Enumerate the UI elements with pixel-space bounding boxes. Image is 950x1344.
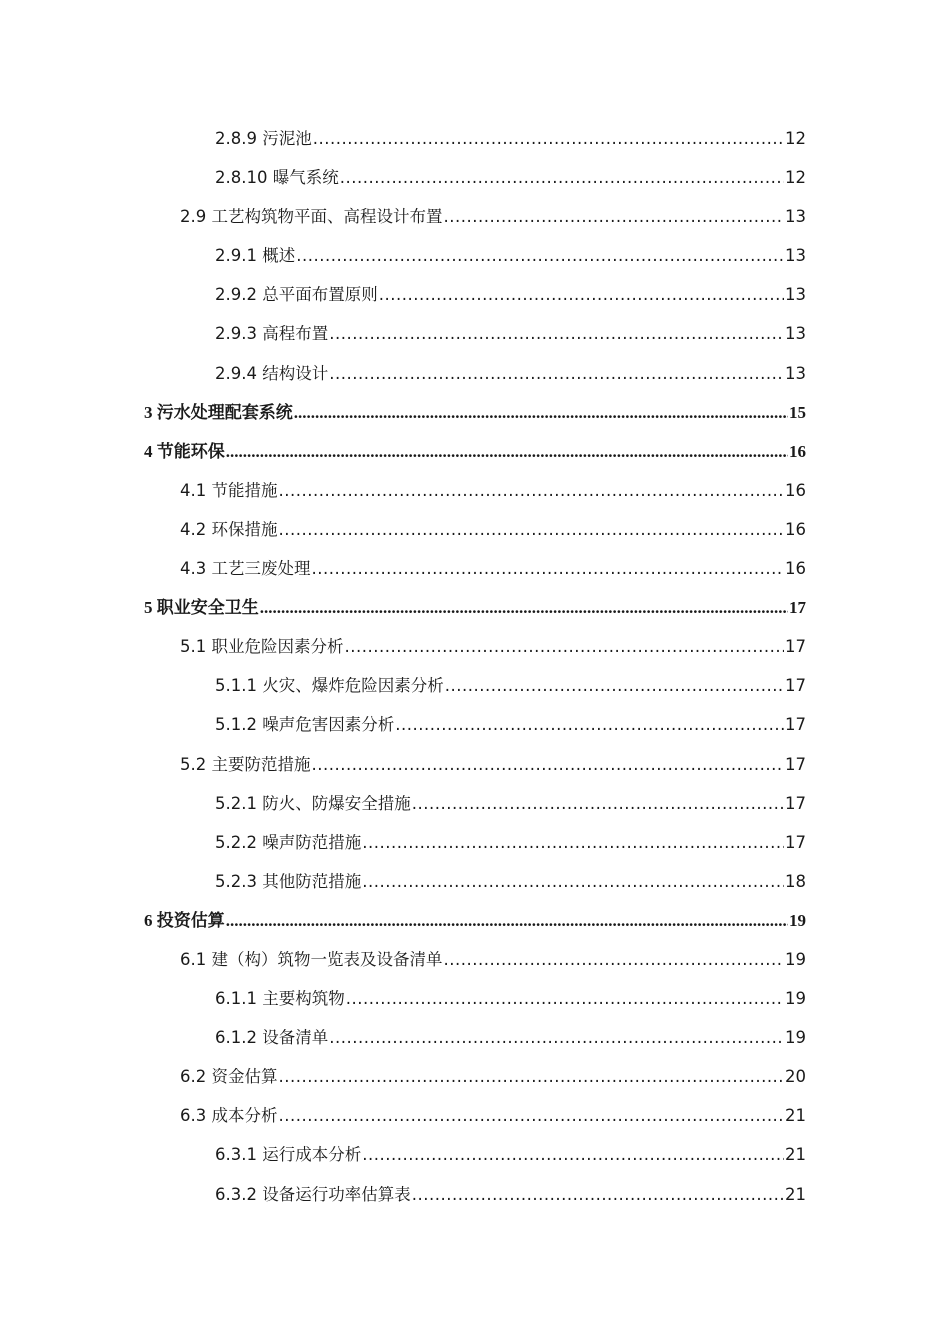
dot-leader [412, 784, 784, 823]
dot-leader [312, 745, 785, 784]
toc-entry[interactable] [144, 705, 806, 744]
toc-entry[interactable] [144, 275, 806, 314]
toc-entry-label: 4.1 节能措施 [180, 480, 278, 500]
toc-entry[interactable] [144, 197, 806, 236]
toc-entry-label: 2.8.9 污泥池 [215, 129, 312, 148]
toc-page-number: 13 [785, 324, 806, 344]
toc-entry-label: 2.9.3 高程布置 [215, 324, 329, 344]
toc-entry[interactable] [144, 1175, 806, 1214]
toc-entry-label: 2.9.1 概述 [215, 246, 296, 266]
toc-entry-label: 2.9.2 总平面布置原则 [215, 285, 378, 305]
dot-leader [395, 705, 784, 744]
toc-entry[interactable] [144, 119, 806, 158]
toc-entry[interactable] [144, 314, 806, 353]
toc-page-number: 18 [785, 871, 806, 891]
toc-page-number: 17 [785, 676, 806, 696]
toc-page-number: 17 [785, 715, 806, 735]
dot-leader [444, 940, 785, 979]
toc-entry[interactable] [144, 510, 806, 549]
dot-leader [345, 627, 785, 666]
toc-entry[interactable] [144, 588, 806, 627]
toc-page-number: 17 [785, 793, 806, 813]
toc-entry-label: 5.2 主要防范措施 [180, 754, 311, 774]
dot-leader [329, 1018, 784, 1057]
toc-page-number: 21 [785, 1145, 806, 1165]
toc-entry-label: 4.2 环保措施 [180, 519, 278, 539]
toc-entry[interactable] [144, 862, 806, 901]
toc-page-number: 17 [785, 637, 806, 657]
toc-entry-label: 6.3 成本分析 [180, 1106, 278, 1126]
toc-entry[interactable] [144, 1018, 806, 1057]
toc-page-number: 13 [785, 285, 806, 305]
toc-page-number: 16 [789, 441, 806, 461]
dot-leader [226, 901, 788, 940]
toc-entry-label: 2.8.10 曝气系统 [215, 168, 339, 188]
toc-entry-label: 4.3 工艺三废处理 [180, 559, 311, 579]
toc-entry[interactable] [144, 354, 806, 393]
toc-entry[interactable] [144, 1096, 806, 1135]
toc-entry[interactable] [144, 784, 806, 823]
toc-entry-label: 6.2 资金估算 [180, 1067, 278, 1087]
dot-leader [296, 236, 784, 275]
toc-page-number: 13 [785, 207, 806, 227]
toc-page-number: 17 [785, 832, 806, 852]
dot-leader [279, 471, 785, 510]
toc-page-number: 13 [785, 246, 806, 266]
toc-page-number: 19 [785, 989, 806, 1009]
toc-entry-label: 5 职业安全卫生 [144, 598, 259, 618]
toc-entry[interactable] [144, 471, 806, 510]
toc-entry[interactable] [144, 979, 806, 1018]
toc-page-number: 17 [789, 598, 806, 618]
dot-leader [362, 823, 784, 862]
toc-page-number: 16 [785, 559, 806, 579]
toc-entry-label: 6.1.1 主要构筑物 [215, 989, 345, 1009]
toc-page-number: 15 [789, 402, 806, 422]
toc-entry[interactable] [144, 432, 806, 471]
toc-entry-label: 5.2.2 噪声防范措施 [215, 832, 362, 852]
dot-leader [279, 1057, 785, 1096]
toc-entry[interactable] [144, 940, 806, 979]
toc-entry-label: 5.1.2 噪声危害因素分析 [215, 715, 395, 735]
toc-page-number: 16 [785, 519, 806, 539]
toc-page-number: 12 [785, 129, 806, 148]
toc-page-number: 21 [785, 1106, 806, 1126]
dot-leader [312, 549, 785, 588]
dot-leader [329, 354, 784, 393]
toc-entry-label: 6.1 建（构）筑物一览表及设备清单 [180, 949, 443, 969]
toc-entry[interactable] [144, 158, 806, 197]
toc-entry[interactable] [144, 549, 806, 588]
toc-entry-label: 6 投资估算 [144, 910, 225, 930]
table-of-contents [144, 119, 806, 1214]
toc-entry[interactable] [144, 901, 806, 940]
toc-page-number: 19 [789, 910, 806, 930]
toc-page-number: 20 [785, 1067, 806, 1087]
toc-page-number: 21 [785, 1184, 806, 1204]
toc-entry[interactable] [144, 627, 806, 666]
dot-leader [346, 979, 784, 1018]
dot-leader [260, 588, 788, 627]
dot-leader [445, 666, 784, 705]
toc-entry-label: 6.1.2 设备清单 [215, 1028, 329, 1048]
toc-page-number: 16 [785, 480, 806, 500]
toc-entry[interactable] [144, 1057, 806, 1096]
toc-entry[interactable] [144, 823, 806, 862]
toc-entry-label: 4 节能环保 [144, 441, 225, 461]
dot-leader [340, 158, 784, 197]
toc-entry-label: 5.2.1 防火、防爆安全措施 [215, 793, 411, 813]
dot-leader [379, 275, 784, 314]
dot-leader [294, 393, 788, 432]
toc-entry[interactable] [144, 745, 806, 784]
toc-entry-label: 5.1 职业危险因素分析 [180, 637, 344, 657]
toc-entry-label: 2.9.4 结构设计 [215, 363, 329, 383]
toc-page-number: 19 [785, 949, 806, 969]
toc-entry-label: 6.3.1 运行成本分析 [215, 1145, 362, 1165]
toc-entry-label: 6.3.2 设备运行功率估算表 [215, 1184, 411, 1204]
dot-leader [362, 1135, 784, 1174]
toc-page-number: 13 [785, 363, 806, 383]
toc-entry[interactable] [144, 666, 806, 705]
toc-entry[interactable] [144, 1135, 806, 1174]
dot-leader [362, 862, 784, 901]
dot-leader [279, 1096, 785, 1135]
toc-entry[interactable] [144, 393, 806, 432]
toc-entry-label: 5.1.1 火灾、爆炸危险因素分析 [215, 676, 444, 696]
dot-leader [313, 119, 784, 158]
toc-entry-label: 5.2.3 其他防范措施 [215, 871, 362, 891]
dot-leader [412, 1175, 784, 1214]
dot-leader [226, 432, 788, 471]
toc-page-number: 12 [785, 168, 806, 188]
toc-entry-label: 2.9 工艺构筑物平面、高程设计布置 [180, 207, 443, 227]
toc-entry-label: 3 污水处理配套系统 [144, 402, 293, 422]
dot-leader [329, 314, 784, 353]
dot-leader [444, 197, 785, 236]
toc-entry[interactable] [144, 236, 806, 275]
dot-leader [279, 510, 785, 549]
toc-page-number: 19 [785, 1028, 806, 1048]
toc-page-number: 17 [785, 754, 806, 774]
